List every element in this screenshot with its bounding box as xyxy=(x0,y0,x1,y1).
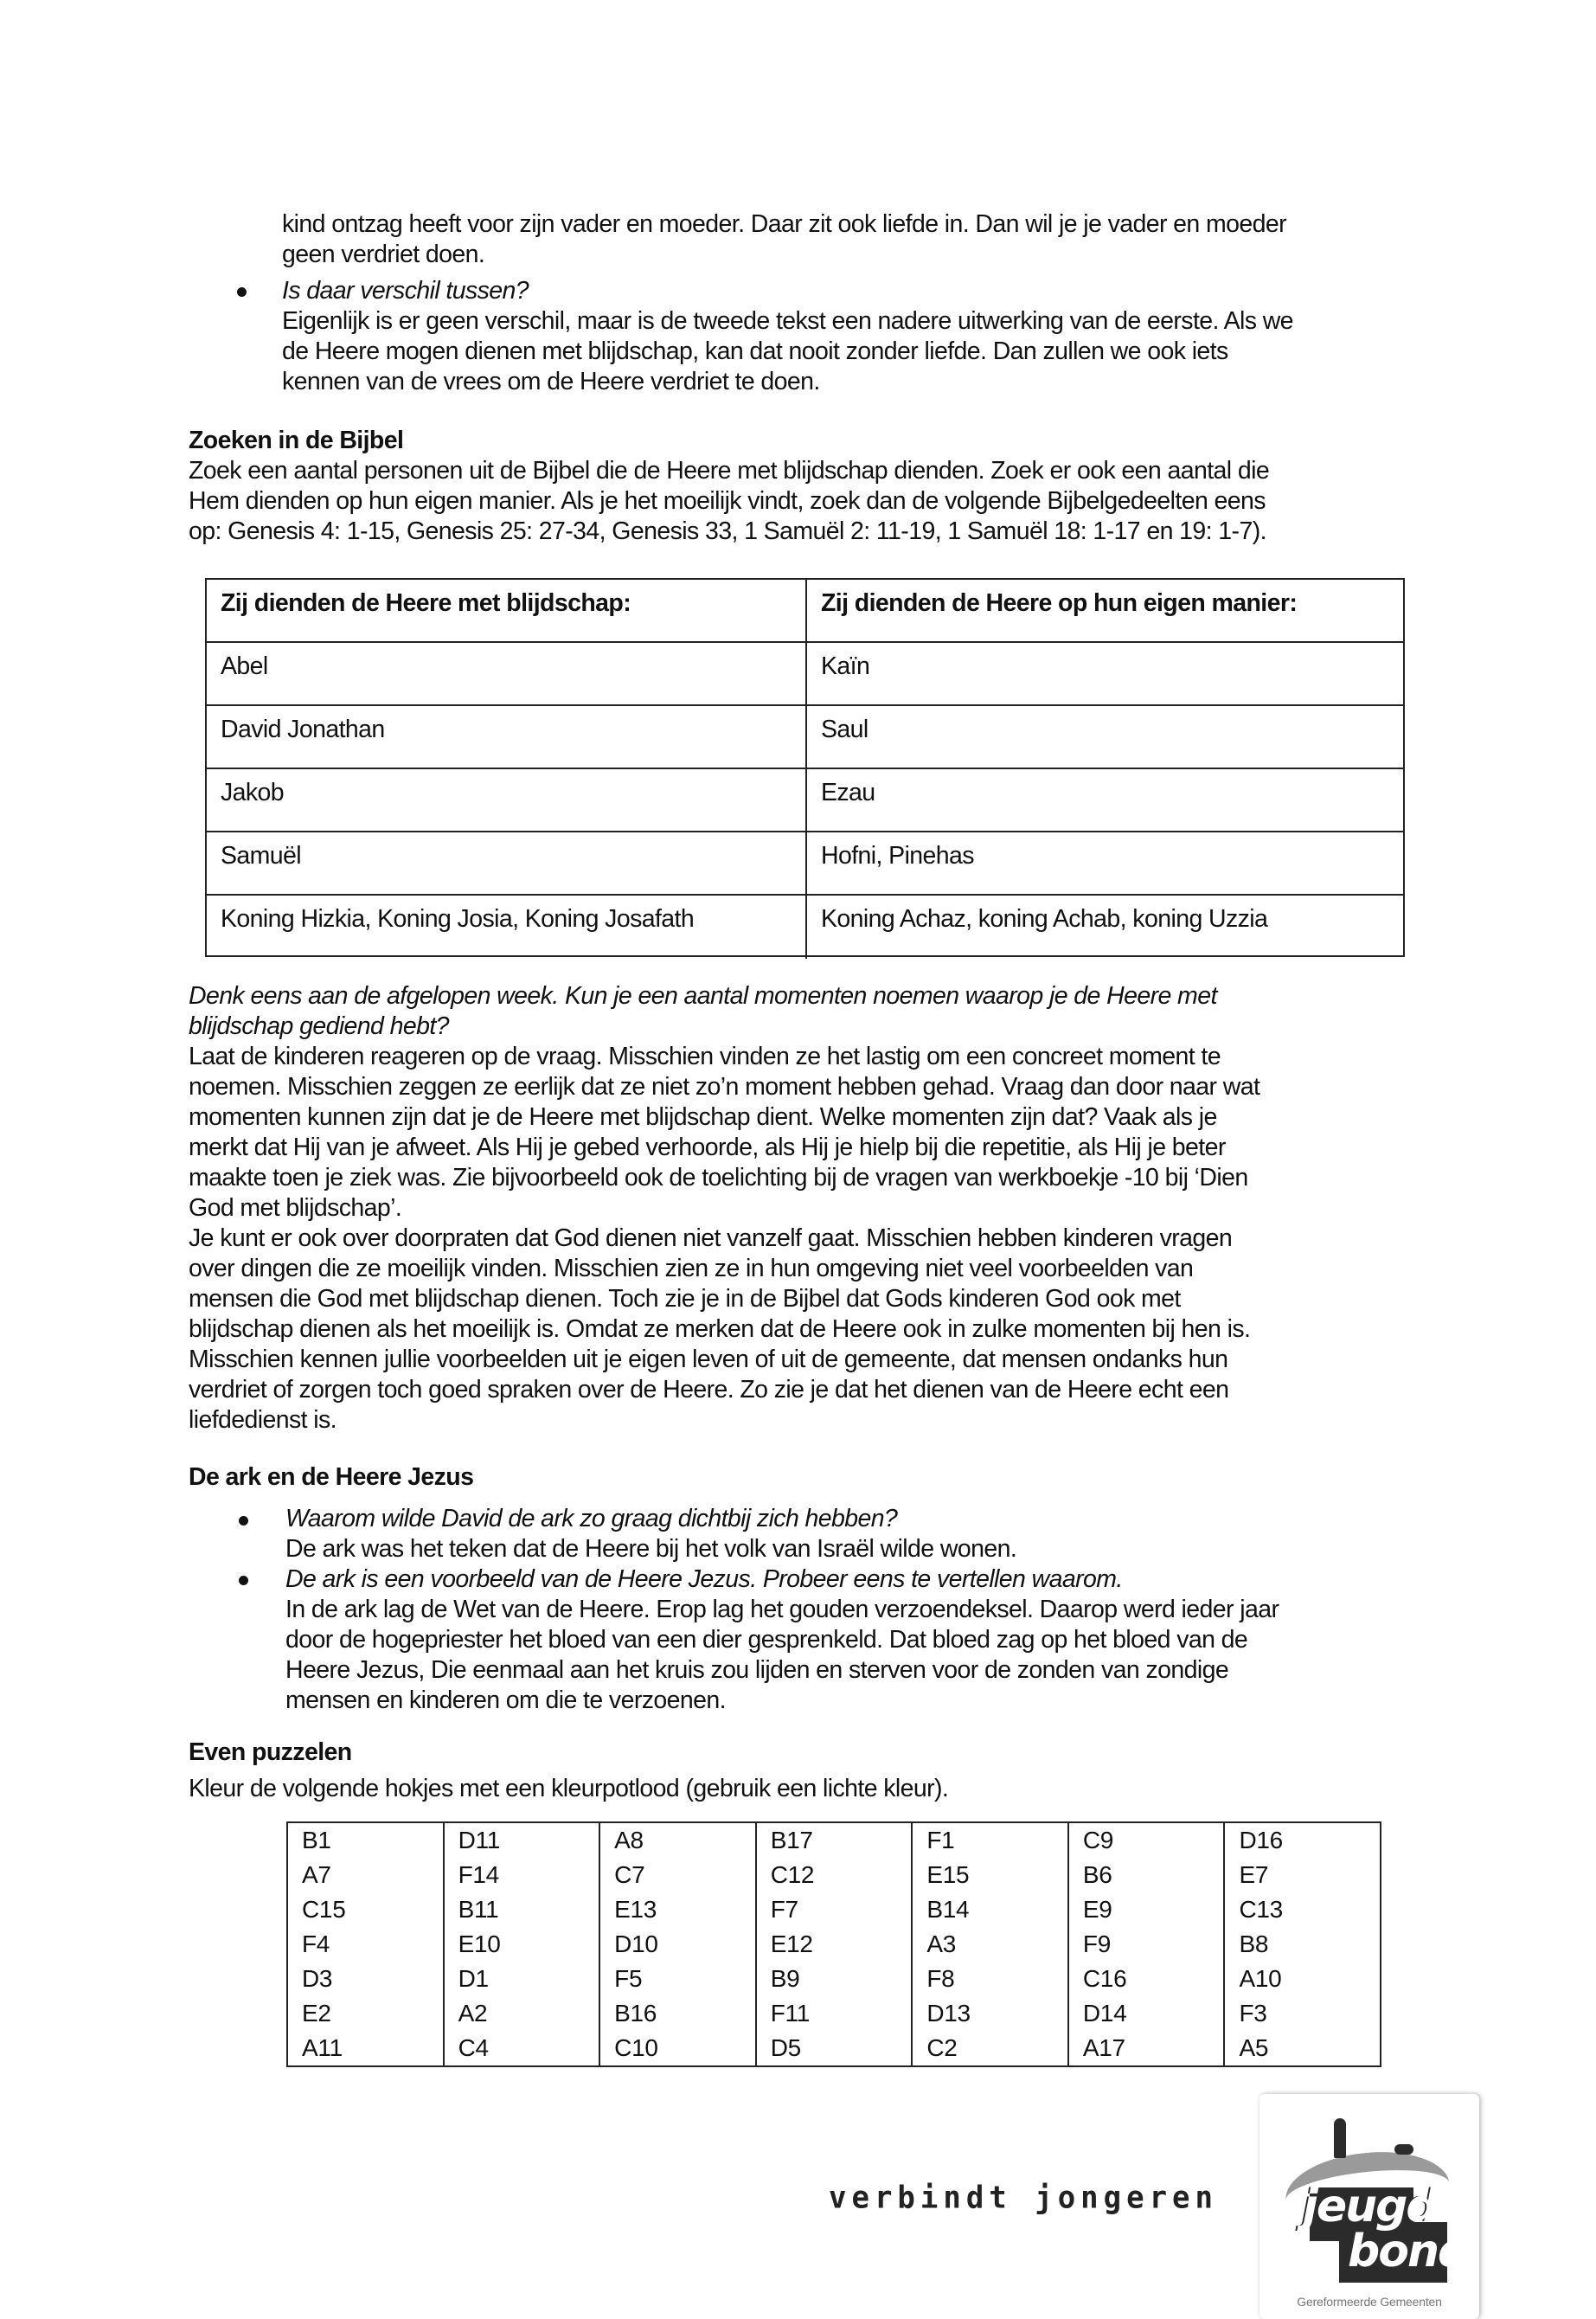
denk-answer-line: over dingen die ze moeilijk vinden. Misschien zien ze in hun omgeving niet veel voorbeelden van xyxy=(189,1255,1194,1282)
bullet-icon xyxy=(239,1576,248,1585)
zoeken-line: Zoek een aantal personen uit de Bijbel die de Heere met blijdschap dienden. Zoek er ook een aantal die xyxy=(189,457,1270,485)
puzzle-cell: E10 xyxy=(458,1930,501,1957)
puzzle-cell: C7 xyxy=(614,1861,645,1888)
puzzle-column xyxy=(445,1823,601,2065)
puzzle-cell: B6 xyxy=(1082,1861,1112,1888)
ark-question: Waarom wilde David de ark zo graag dichtbij zich hebben? xyxy=(285,1505,898,1532)
puzzle-cell: B1 xyxy=(302,1827,331,1853)
table-cell: Jakob xyxy=(207,769,807,831)
puzzle-cell: C9 xyxy=(1082,1827,1114,1853)
puzzle-cell: D3 xyxy=(302,1965,333,1992)
table-cell: Samuël xyxy=(207,832,807,894)
table-cell: Kaïn xyxy=(821,652,870,680)
denk-answer-line: noemen. Misschien zeggen ze eerlijk dat ze niet zo’n moment hebben gehad. Vraag dan door naar wat xyxy=(189,1073,1260,1101)
puzzle-cell: E7 xyxy=(1239,1861,1269,1888)
puzzle-cell: B8 xyxy=(1239,1930,1269,1957)
intro-line-2: geen verdriet doen. xyxy=(282,241,485,268)
table-header: Zij dienden de Heere op hun eigen manier: xyxy=(821,589,1298,617)
logo-word-bond: bond xyxy=(1348,2226,1469,2277)
table-row xyxy=(207,706,1403,769)
logo-figure-icon xyxy=(1394,2144,1413,2155)
puzzle-cell: F4 xyxy=(302,1930,330,1957)
logo-subtitle: Gereformeerde Gemeenten xyxy=(1297,2295,1442,2309)
puzzle-cell: F5 xyxy=(614,1965,643,1992)
bullet-answer-line: kennen van de vrees om de Heere verdriet te doen. xyxy=(282,368,820,395)
section-heading-ark: De ark en de Heere Jezus xyxy=(189,1463,474,1491)
puzzle-cell: F3 xyxy=(1239,2000,1267,2027)
puzzle-cell: B14 xyxy=(926,1896,970,1923)
puzzle-cell: A3 xyxy=(926,1930,956,1957)
puzzle-cell: E2 xyxy=(302,2000,331,2027)
puzzle-cell: E13 xyxy=(614,1896,657,1923)
puzzle-column xyxy=(913,1823,1069,2065)
puzzle-cell: A7 xyxy=(302,1861,331,1888)
puzzle-cell: F7 xyxy=(770,1896,798,1923)
logo-figure-icon xyxy=(1334,2118,1346,2158)
puzzle-cell: F14 xyxy=(458,1861,499,1888)
ark-answer-line: In de ark lag de Wet van de Heere. Erop lag het gouden verzoendeksel. Daarop werd ieder jaar xyxy=(285,1596,1279,1623)
puzzel-instruction: Kleur de volgende hokjes met een kleurpotlood (gebruik een lichte kleur). xyxy=(189,1775,949,1802)
puzzle-cell: B16 xyxy=(614,2000,657,2027)
table-cell: Koning Hizkia, Koning Josia, Koning Josafath xyxy=(207,896,807,959)
table-row xyxy=(207,643,1403,706)
table-cell: Abel xyxy=(207,643,807,704)
denk-answer-line: God met blijdschap’. xyxy=(189,1194,402,1222)
puzzle-cell: D1 xyxy=(458,1965,489,1992)
puzzle-cell: D5 xyxy=(770,2034,801,2061)
puzzle-cell: B17 xyxy=(770,1827,813,1853)
bullet-answer-line: de Heere mogen dienen met blijdschap, kan dat nooit zonder liefde. Dan zullen we ook iets xyxy=(282,337,1228,365)
puzzle-cell: F1 xyxy=(926,1827,955,1853)
puzzle-cell: B9 xyxy=(770,1965,800,1992)
puzzle-cell: A8 xyxy=(614,1827,644,1853)
puzzle-column xyxy=(288,1823,445,2065)
denk-question-line: blijdschap gediend hebt? xyxy=(189,1012,449,1040)
denk-answer-line: maakte toen je ziek was. Zie bijvoorbeeld ook de toelichting bij de vragen van werkboekje -10 bij ‘Dien xyxy=(189,1164,1248,1192)
bullet-icon xyxy=(239,1516,248,1526)
denk-answer-line: momenten kunnen zijn dat je de Heere met blijdschap dient. Welke momenten zijn dat? Vaak als je xyxy=(189,1103,1217,1131)
ark-answer-line: De ark was het teken dat de Heere bij het volk van Israël wilde wonen. xyxy=(285,1535,1017,1563)
table-cell: Koning Achaz, koning Achab, koning Uzzia xyxy=(821,905,1268,933)
puzzle-column xyxy=(1225,1823,1380,2065)
logo-word-jeugd: jeugd xyxy=(1303,2181,1437,2232)
denk-answer-line: mensen die God met blijdschap dienen. Toch zie je in de Bijbel dat Gods kinderen God ook met xyxy=(189,1285,1181,1313)
puzzle-cell: A2 xyxy=(458,2000,488,2027)
table-cell: Saul xyxy=(821,716,869,743)
table-header-row xyxy=(207,580,1403,643)
zoeken-line: op: Genesis 4: 1-15, Genesis 25: 27-34, Genesis 33, 1 Samuël 2: 11-19, 1 Samuël 18: 1-17 en 19: 1-7). xyxy=(189,517,1266,545)
puzzle-cell: A10 xyxy=(1239,1965,1282,1992)
jeugdbond-logo xyxy=(1259,2094,1479,2319)
puzzle-cell: F9 xyxy=(1082,1930,1111,1957)
table-cell: David Jonathan xyxy=(207,706,807,768)
ark-answer-line: Heere Jezus, Die eenmaal aan het kruis zou lijden en sterven voor de zonden van zondige xyxy=(285,1656,1229,1684)
bullet-question: Is daar verschil tussen? xyxy=(282,277,529,305)
puzzle-cell: B11 xyxy=(458,1896,499,1923)
puzzle-cell: E12 xyxy=(770,1930,813,1957)
puzzle-column xyxy=(1069,1823,1226,2065)
intro-line-1: kind ontzag heeft voor zijn vader en moeder. Daar zit ook liefde in. Dan wil je je vader en moeder xyxy=(282,210,1287,238)
puzzle-cell: A11 xyxy=(302,2034,343,2061)
table-row xyxy=(207,832,1403,896)
puzzle-cell: C10 xyxy=(614,2034,658,2061)
puzzle-cell: D14 xyxy=(1082,2000,1127,2027)
table-row xyxy=(207,896,1403,959)
section-heading-zoeken: Zoeken in de Bijbel xyxy=(189,427,404,454)
puzzle-cell: F11 xyxy=(770,2000,811,2027)
persons-table xyxy=(205,578,1405,957)
footer-slogan: verbindt jongeren xyxy=(829,2180,1218,2216)
puzzle-cell: A17 xyxy=(1082,2034,1125,2061)
bullet-icon xyxy=(237,287,247,297)
bullet-answer-line: Eigenlijk is er geen verschil, maar is de tweede tekst een nadere uitwerking van de eerste. Als we xyxy=(282,307,1293,335)
puzzle-cell: E15 xyxy=(926,1861,970,1888)
denk-answer-line: blijdschap dienen als het moeilijk is. Omdat ze merken dat de Heere ook in zulke momenten bij hen is. xyxy=(189,1315,1251,1343)
denk-answer-line: merkt dat Hij van je afweet. Als Hij je gebed verhoorde, als Hij je hielp bij die repetitie, als Hij je beter xyxy=(189,1134,1226,1161)
puzzle-cell: C2 xyxy=(926,2034,958,2061)
section-heading-puzzel: Even puzzelen xyxy=(189,1738,352,1766)
table-cell: Ezau xyxy=(821,779,875,806)
ark-answer-line: mensen en kinderen om die te verzoenen. xyxy=(285,1686,726,1714)
puzzle-cell: D13 xyxy=(926,2000,971,2027)
puzzle-grid xyxy=(286,1821,1381,2067)
puzzle-cell: D16 xyxy=(1239,1827,1283,1853)
puzzle-column xyxy=(600,1823,757,2065)
puzzle-cell: E9 xyxy=(1082,1896,1112,1923)
denk-answer-line: Misschien kennen jullie voorbeelden uit je eigen leven of uit de gemeente, dat mensen ondanks hun xyxy=(189,1346,1228,1373)
denk-question-line: Denk eens aan de afgelopen week. Kun je een aantal momenten noemen waarop je de Heere met xyxy=(189,982,1217,1010)
ark-question: De ark is een voorbeeld van de Heere Jezus. Probeer eens te vertellen waarom. xyxy=(285,1565,1123,1593)
puzzle-cell: C12 xyxy=(770,1861,815,1888)
ark-answer-line: door de hogepriester het bloed van een dier gesprenkeld. Dat bloed zag op het bloed van de xyxy=(285,1626,1248,1654)
puzzle-cell: C15 xyxy=(302,1896,346,1923)
puzzle-cell: D11 xyxy=(458,1827,500,1853)
puzzle-cell: C13 xyxy=(1239,1896,1283,1923)
puzzle-cell: A5 xyxy=(1239,2034,1269,2061)
zoeken-line: Hem dienden op hun eigen manier. Als je het moeilijk vindt, zoek dan de volgende Bijbelgedeelten eens xyxy=(189,487,1266,515)
table-cell: Hofni, Pinehas xyxy=(821,842,974,870)
denk-answer-line: liefdedienst is. xyxy=(189,1406,337,1434)
puzzle-cell: F8 xyxy=(926,1965,955,1992)
puzzle-column xyxy=(757,1823,913,2065)
denk-answer-line: Laat de kinderen reageren op de vraag. Misschien vinden ze het lastig om een concreet moment te xyxy=(189,1043,1221,1070)
puzzle-cell: D10 xyxy=(614,1930,658,1957)
table-header: Zij dienden de Heere met blijdschap: xyxy=(207,580,807,641)
puzzle-cell: C4 xyxy=(458,2034,489,2061)
denk-answer-line: Je kunt er ook over doorpraten dat God dienen niet vanzelf gaat. Misschien hebben kinderen vragen xyxy=(189,1224,1233,1252)
denk-answer-line: verdriet of zorgen toch goed spraken over de Heere. Zo zie je dat het dienen van de Heere echt een xyxy=(189,1376,1229,1404)
table-row xyxy=(207,769,1403,832)
puzzle-cell: C16 xyxy=(1082,1965,1127,1992)
